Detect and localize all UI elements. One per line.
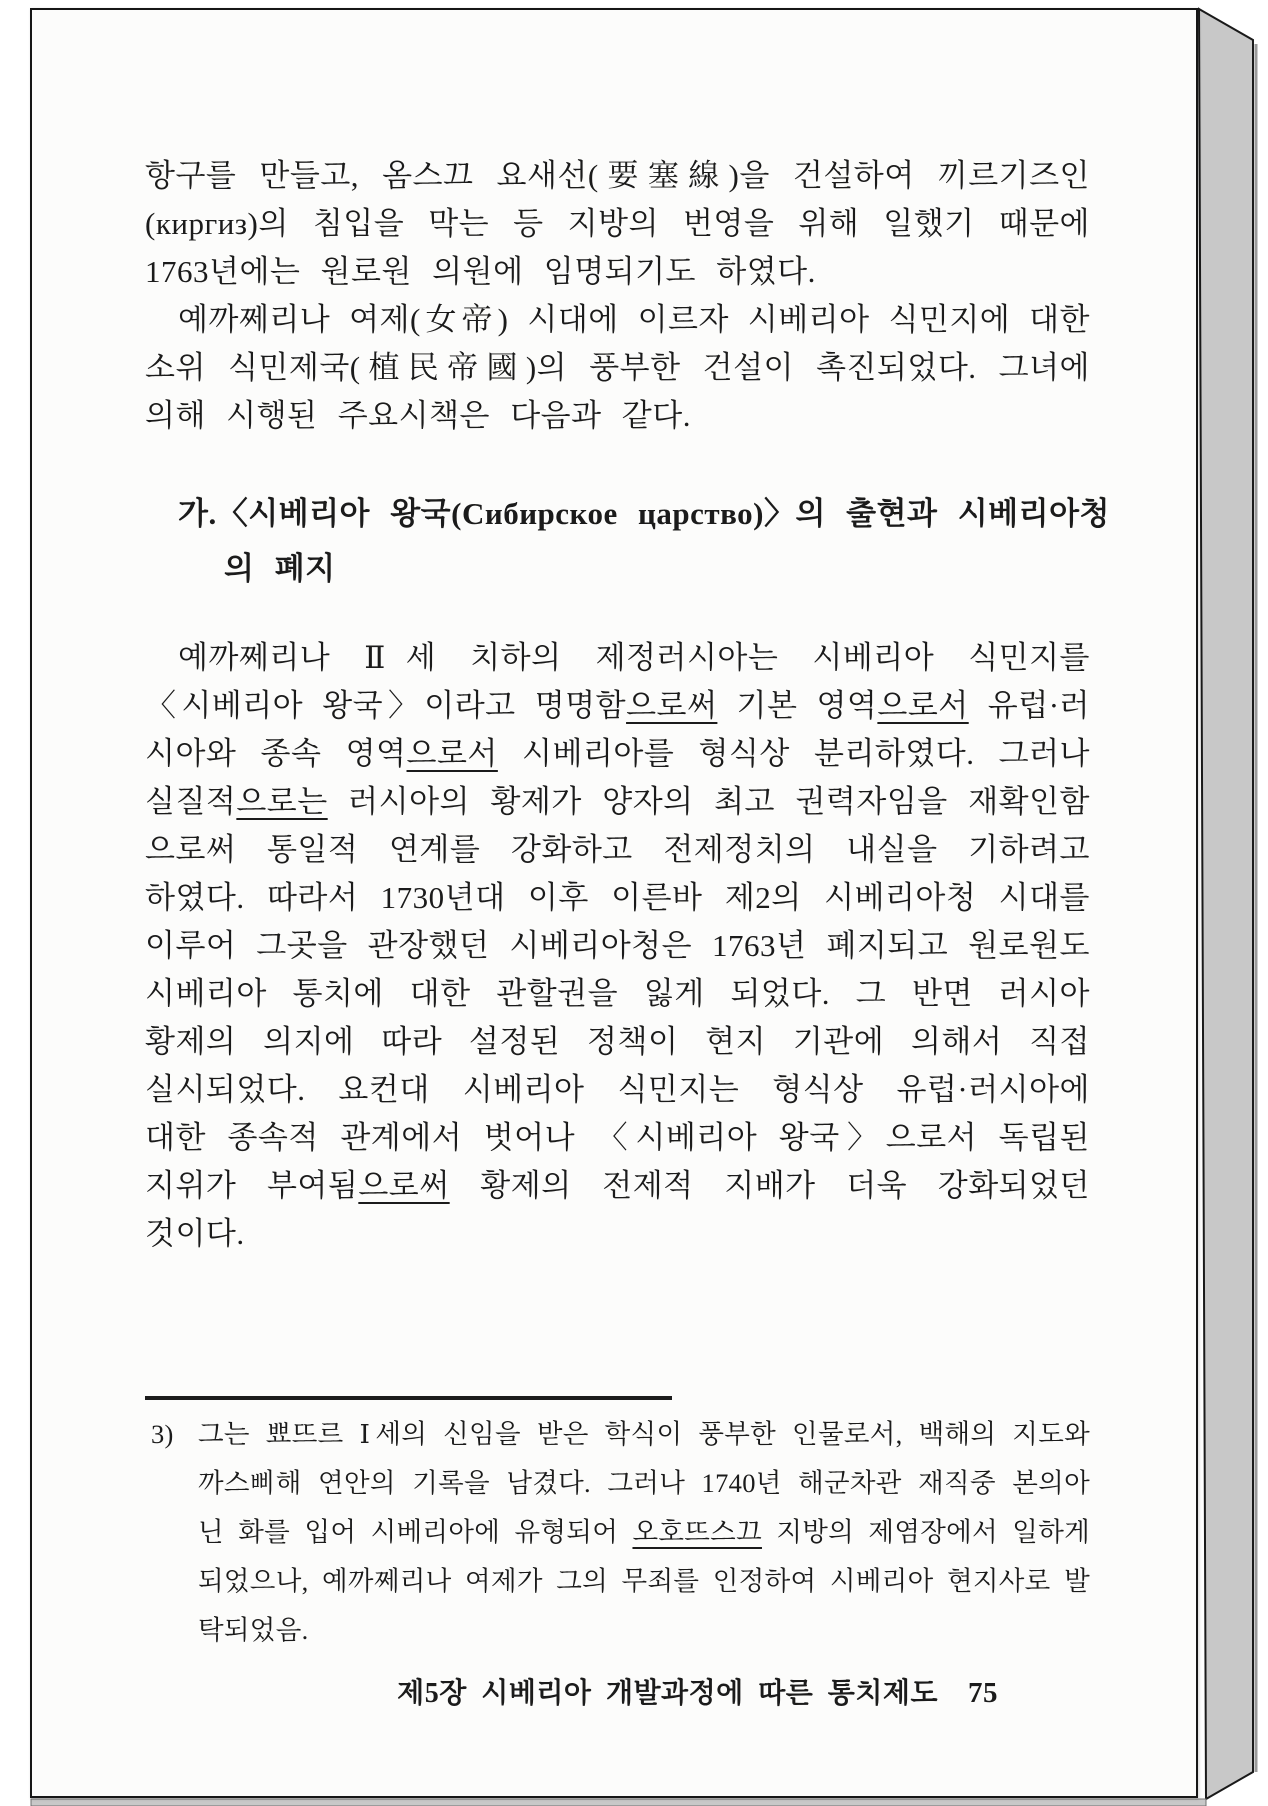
- text-segment: 으로써 통일적 연계를 강화하고 전제정치의 내실을 기하려고: [145, 832, 1090, 867]
- text-line: [198, 1557, 1090, 1606]
- text-segment: 1763년에는 원로원 의원에 임명되기도 하였다.: [145, 254, 816, 289]
- text-segment: 지방의 제염장에서 일하게: [761, 1517, 1090, 1547]
- text-line: [198, 1410, 1090, 1459]
- text-segment: 〈시베리아 왕국〉이라고 명명함: [145, 688, 627, 723]
- text-segment: 유럽·러: [968, 688, 1090, 723]
- text-line: [145, 200, 1090, 248]
- text-segment: 시베리아를 형식상 분리하였다. 그러나: [497, 736, 1091, 771]
- text-line: [145, 296, 1090, 344]
- text-segment: 것이다.: [145, 1216, 245, 1251]
- underlined-text: 으로써: [358, 1168, 450, 1203]
- paragraph-main: [145, 634, 1090, 1258]
- text-line: [178, 541, 1090, 596]
- paragraph-continuation: [145, 152, 1090, 296]
- text-line: [198, 1459, 1090, 1508]
- underlined-text: 으로서: [877, 688, 969, 723]
- text-line: [145, 826, 1090, 874]
- text-line: [145, 1114, 1090, 1162]
- text-segment: 소위 식민제국(植民帝國)의 풍부한 건설이 촉진되었다. 그녀에: [145, 350, 1090, 385]
- text-segment: 예까쩨리나 여제(女帝) 시대에 이르자 시베리아 식민지에 대한: [178, 302, 1090, 337]
- text-segment: 되었으나, 예까쩨리나 여제가 그의 무죄를 인정하여 시베리아 현지사로 발: [198, 1566, 1090, 1596]
- text-line: [145, 778, 1090, 826]
- text-line: [145, 1162, 1090, 1210]
- text-segment: 닌 화를 입어 시베리아에 유형되어: [198, 1517, 633, 1547]
- text-segment: 황제의 전제적 지배가 더욱 강화되었던: [449, 1168, 1090, 1203]
- text-line: [145, 152, 1090, 200]
- text-line: [145, 970, 1090, 1018]
- text-segment: 황제의 의지에 따라 설정된 정책이 현지 기관에 의해서 직접: [145, 1024, 1090, 1059]
- text-line: [145, 344, 1090, 392]
- footnote-divider: [145, 1396, 672, 1400]
- footnote-marker: 3): [151, 1419, 174, 1449]
- text-segment: 실시되었다. 요컨대 시베리아 식민지는 형식상 유럽·러시아에: [145, 1072, 1090, 1107]
- underlined-text: 으로서: [406, 736, 498, 771]
- text-segment: 예까쩨리나 Ⅱ세 치하의 제정러시아는 시베리아 식민지를: [178, 640, 1090, 675]
- text-line: [145, 634, 1090, 682]
- text-segment: 가.〈시베리아 왕국(Сибирское царство)〉의 출현과 시베리아청: [178, 496, 1110, 531]
- page-footer: [145, 1671, 1090, 1711]
- text-line: [198, 1508, 1090, 1557]
- text-line: [198, 1606, 1090, 1655]
- page-content: [145, 152, 1110, 1711]
- text-line: [145, 922, 1090, 970]
- book-fore-edge: [1199, 9, 1253, 1799]
- text-segment: 탁되었음.: [198, 1615, 309, 1645]
- text-line: [145, 1018, 1090, 1066]
- text-line: [145, 1066, 1090, 1114]
- text-segment: 하였다. 따라서 1730년대 이후 이른바 제2의 시베리아청 시대를: [145, 880, 1090, 915]
- page-number: 75: [968, 1677, 998, 1709]
- text-line: [145, 874, 1090, 922]
- footnote: [145, 1396, 1090, 1655]
- book-bottom-edge: [31, 1799, 1206, 1806]
- text-segment: 대한 종속적 관계에서 벗어나 〈시베리아 왕국〉으로서 독립된: [145, 1120, 1090, 1155]
- paragraph-intro: [145, 296, 1090, 440]
- running-title: 제5장 시베리아 개발과정에 따른 통치제도: [397, 1678, 938, 1709]
- text-line: [145, 730, 1090, 778]
- text-segment: (киргиз)의 침입을 막는 등 지방의 번영을 위해 일했기 때문에: [145, 206, 1090, 241]
- footnote-text: [198, 1410, 1090, 1655]
- text-line: [178, 486, 1110, 541]
- text-segment: 시베리아 통치에 대한 관할권을 잃게 되었다. 그 반면 러시아: [145, 976, 1090, 1011]
- text-segment: 까스삐해 연안의 기록을 남겼다. 그러나 1740년 해군차관 재직중 본의아: [198, 1468, 1090, 1498]
- text-segment: 실질적: [145, 784, 237, 819]
- text-segment: 의 폐지: [224, 551, 336, 586]
- text-segment: 러시아의 황제가 양자의 최고 권력자임을 재확인함: [327, 784, 1090, 819]
- text-line: [145, 248, 1090, 296]
- text-segment: 그는 뾰뜨르 Ⅰ세의 신임을 받은 학식이 풍부한 인물로서, 백해의 지도와: [198, 1419, 1090, 1449]
- book-page: [30, 8, 1198, 1798]
- underlined-text: 오호뜨스끄: [632, 1517, 762, 1547]
- text-segment: 항구를 만들고, 옴스끄 요새선(要塞線)을 건설하여 끼르기즈인: [145, 158, 1090, 193]
- text-segment: 이루어 그곳을 관장했던 시베리아청은 1763년 폐지되고 원로원도: [145, 928, 1090, 963]
- text-segment: 기본 영역: [717, 688, 878, 723]
- text-segment: 지위가 부여됨: [145, 1168, 359, 1203]
- text-line: [145, 392, 1090, 440]
- footnote-body: [145, 1410, 1090, 1655]
- underlined-text: 으로는: [236, 784, 328, 819]
- text-line: [145, 682, 1090, 730]
- underlined-text: 으로써: [626, 688, 718, 723]
- text-segment: 시아와 종속 영역: [145, 736, 407, 771]
- section-heading: [145, 486, 1110, 596]
- text-line: [145, 1210, 1090, 1258]
- text-segment: 의해 시행된 주요시책은 다음과 같다.: [145, 398, 691, 433]
